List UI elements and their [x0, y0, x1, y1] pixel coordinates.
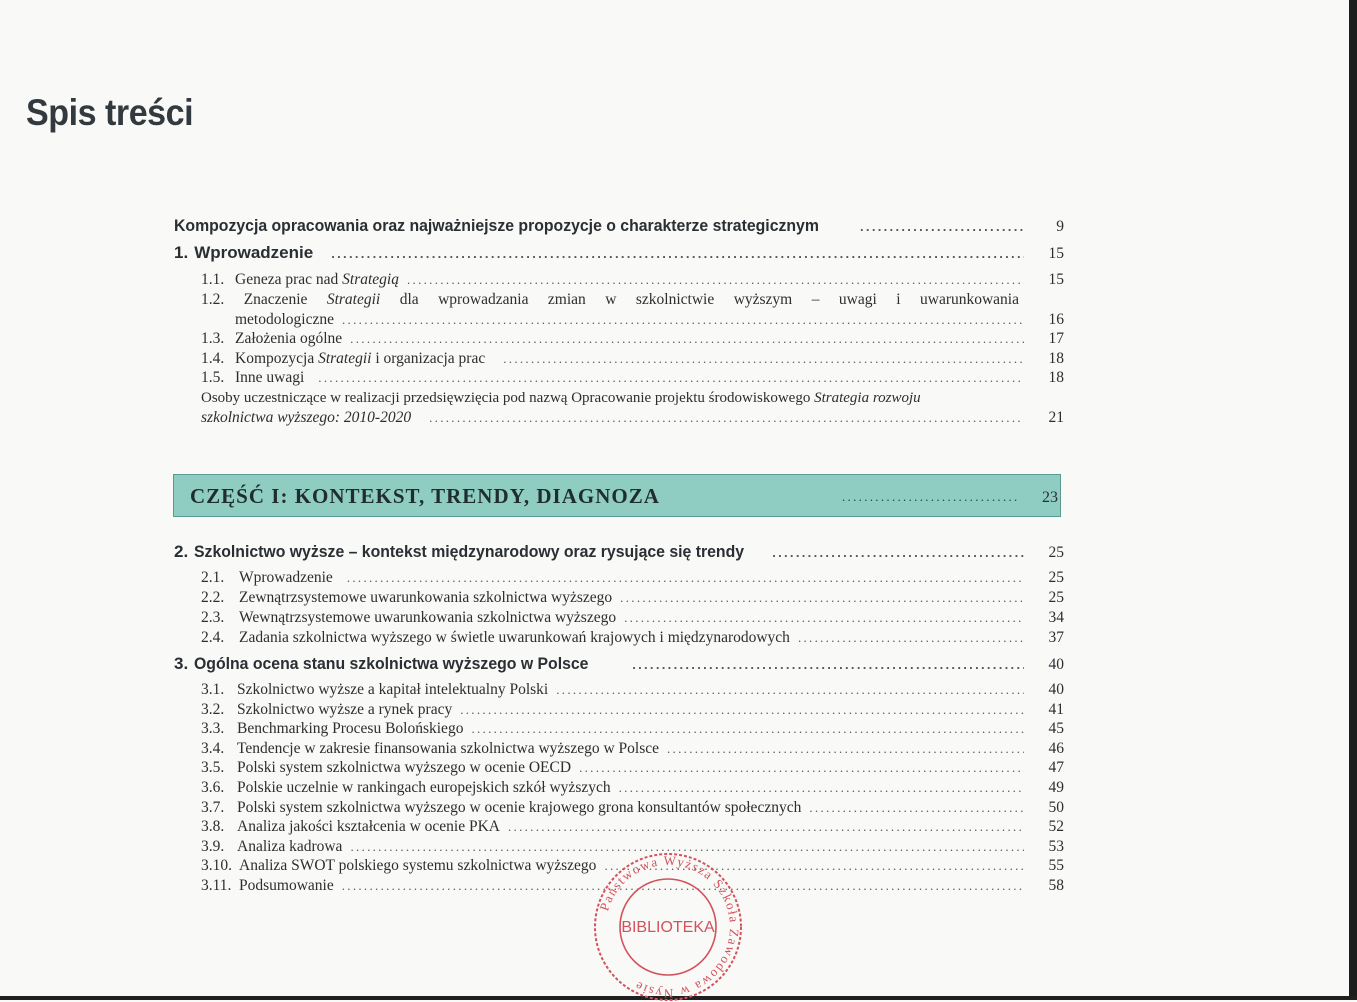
word: szkolnictwie	[635, 291, 715, 308]
section-number: 3.7.	[201, 798, 225, 816]
section-number: 1.1.	[201, 271, 225, 288]
dot-leader	[471, 719, 1024, 738]
chapter-number: 3.	[174, 654, 189, 673]
stamp-center-text: BIBLIOTEKA	[621, 919, 715, 936]
section-number: 3.1.	[201, 681, 225, 698]
dot-leader	[407, 270, 1024, 289]
section-title	[235, 270, 399, 289]
section-number: 1.3.	[201, 330, 225, 347]
dot-leader	[667, 739, 1024, 758]
dot-leader	[772, 543, 1024, 562]
toc-participants-line2[interactable]	[201, 408, 1064, 427]
page-number: 49	[1048, 779, 1064, 796]
toc-section-1-5[interactable]	[201, 368, 1064, 387]
toc-chapter-1[interactable]	[174, 243, 1064, 263]
section-number: 2.1.	[201, 569, 225, 586]
page-number: 25	[1048, 569, 1064, 586]
section-title: Szkolnictwo wyższe a kapitał intelektualny Polski	[237, 681, 549, 698]
toc-section-2-1[interactable]	[201, 568, 1064, 587]
dot-leader	[809, 798, 1024, 817]
page-number: 34	[1048, 609, 1064, 626]
section-number: 3.8.	[201, 818, 225, 836]
dot-leader	[342, 310, 1024, 329]
toc-section-2-3[interactable]	[201, 608, 1064, 627]
section-title: Szkolnictwo wyższe a rynek pracy	[237, 700, 453, 718]
page-number: 53	[1048, 837, 1064, 855]
toc-section-2-4[interactable]	[201, 628, 1064, 647]
toc-chapter-2[interactable]	[174, 542, 1064, 562]
section-title-line2: metodologiczne	[235, 311, 334, 328]
section-title: Polski system szkolnictwa wyższego w ocenie krajowego grona konsultantów społecznych	[237, 798, 802, 816]
word: w	[605, 291, 617, 308]
chapter-title: Ogólna ocena stanu szkolnictwa wyższego w Polsce	[194, 654, 589, 673]
library-stamp	[590, 852, 746, 1002]
page-number: 23	[1042, 489, 1058, 506]
toc-entry-label: Kompozycja opracowania oraz najważniejsze propozycje o charakterze strategicznym	[174, 216, 819, 235]
page-number: 55	[1048, 857, 1064, 875]
toc-section-3-6[interactable]	[201, 778, 1064, 797]
page-number: 9	[1056, 218, 1064, 235]
section-number: 3.10.	[201, 857, 232, 875]
section-title: Analiza jakości kształcenia w ocenie PKA	[237, 818, 500, 836]
dot-leader	[460, 700, 1024, 719]
word: Znaczenie	[243, 291, 308, 308]
toc-section-1-2-cont[interactable]	[235, 310, 1064, 329]
page-number: 41	[1048, 700, 1064, 718]
page-number: 18	[1048, 350, 1064, 367]
section-title: Analiza kadrowa	[237, 837, 343, 855]
section-number: 3.2.	[201, 700, 225, 718]
section-title: Zewnątrzsystemowe uwarunkowania szkolnictwa wyższego	[239, 589, 613, 606]
section-title: Podsumowanie	[239, 877, 334, 894]
page-number: 15	[1048, 271, 1064, 288]
section-title: Wprowadzenie	[239, 569, 333, 586]
section-title: Tendencje w zakresie finansowania szkolnictwa wyższego w Polsce	[237, 739, 659, 757]
page-number: 50	[1048, 798, 1064, 816]
section-title: Polski system szkolnictwa wyższego w ocenie OECD	[237, 759, 572, 777]
section-title: Polskie uczelnie w rankingach europejskich szkół wyższych	[237, 779, 611, 796]
toc-section-1-1[interactable]	[201, 270, 1064, 289]
section-title-line1	[201, 290, 1019, 309]
chapter-number: 1.	[174, 243, 189, 262]
page-number: 21	[1048, 409, 1064, 426]
dot-leader	[619, 778, 1024, 797]
dot-leader	[429, 408, 1024, 427]
page-number: 17	[1048, 330, 1064, 347]
dot-leader	[508, 817, 1024, 836]
section-number: 3.3.	[201, 720, 225, 738]
toc-section-3-2[interactable]	[201, 700, 1064, 719]
page-edge-right	[1349, 0, 1357, 1000]
page-number: 58	[1048, 877, 1064, 894]
section-number: 3.4.	[201, 739, 225, 757]
dot-leader	[624, 608, 1024, 627]
dot-leader	[347, 568, 1024, 587]
toc-section-1-2[interactable]	[201, 290, 1019, 309]
section-title	[235, 349, 485, 368]
section-title-text: Geneza prac nad	[235, 271, 343, 288]
section-number: 1.5.	[201, 369, 225, 386]
section-number: 3.11.	[201, 877, 232, 894]
dot-leader	[798, 628, 1024, 647]
page-number: 52	[1048, 818, 1064, 836]
page-number: 47	[1048, 759, 1064, 777]
word: dla	[399, 291, 419, 308]
section-title: Wewnątrzsystemowe uwarunkowania szkolnictwa wyższego	[239, 609, 617, 626]
word: uwagi	[838, 291, 877, 308]
page-title: Spis treści	[26, 92, 194, 133]
section-number: 1.4.	[201, 350, 225, 367]
word: –	[811, 291, 820, 308]
part-heading-band[interactable]	[173, 474, 1061, 517]
section-title-italic: Strategią	[342, 271, 399, 288]
section-number: 3.9.	[201, 837, 225, 855]
dot-leader	[620, 588, 1024, 607]
section-number: 2.2.	[201, 589, 225, 606]
toc-section-3-7[interactable]	[201, 798, 1064, 817]
page-number: 40	[1048, 656, 1064, 673]
section-number: 3.5.	[201, 759, 225, 777]
section-title-text: i organizacja prac	[371, 350, 486, 367]
participants-text: Osoby uczestniczące w realizacji przedsięwzięcia pod nazwą Opracowanie projektu środowiskowego	[201, 390, 815, 406]
dot-leader	[632, 655, 1024, 674]
word: wprowadzania	[438, 291, 529, 308]
page-number: 40	[1048, 681, 1064, 698]
toc-section-3-1[interactable]	[201, 680, 1064, 699]
toc-section-1-4[interactable]	[201, 349, 1064, 368]
section-title-text: Kompozycja	[235, 350, 319, 367]
section-title: Inne uwagi	[235, 369, 305, 386]
toc-participants-line1[interactable]	[201, 389, 1021, 408]
toc-section-3-4[interactable]	[201, 739, 1064, 758]
page-number: 18	[1048, 369, 1064, 386]
dot-leader	[350, 329, 1024, 348]
page-number: 25	[1048, 589, 1064, 606]
toc-section-3-3[interactable]	[201, 719, 1064, 738]
page-number: 45	[1048, 720, 1064, 738]
section-title: Benchmarking Procesu Bolońskiego	[237, 720, 464, 738]
page-number: 15	[1048, 245, 1064, 262]
toc-section-2-2[interactable]	[201, 588, 1064, 607]
word: zmian	[547, 291, 586, 308]
chapter-title: Wprowadzenie	[194, 243, 314, 262]
page-number: 25	[1048, 544, 1064, 561]
section-title-italic: Strategii	[318, 350, 372, 367]
section-number: 1.2.	[201, 291, 225, 308]
section-title: Analiza SWOT polskiego systemu szkolnictwa wyższego	[239, 857, 597, 875]
chapter-number: 2.	[174, 542, 189, 561]
word: wyższym	[733, 291, 793, 308]
word: i	[896, 291, 901, 308]
participants-italic: Strategia rozwoju	[814, 390, 921, 406]
page-number: 37	[1048, 629, 1064, 646]
dot-leader	[860, 217, 1024, 236]
toc-chapter-3[interactable]	[174, 654, 1064, 674]
section-number: 2.4.	[201, 629, 225, 646]
toc-section-3-5[interactable]	[201, 758, 1064, 777]
page-number: 46	[1048, 739, 1064, 757]
dot-leader	[579, 758, 1024, 777]
toc-section-3-8[interactable]	[201, 817, 1064, 836]
participants-italic: szkolnictwa wyższego: 2010-2020	[201, 409, 412, 426]
chapter-title: Szkolnictwo wyższe – kontekst międzynarodowy oraz rysujące się trendy	[194, 542, 745, 561]
word: uwarunkowania	[920, 291, 1019, 308]
dot-leader	[331, 244, 1024, 263]
section-number: 2.3.	[201, 609, 225, 626]
dot-leader	[503, 349, 1024, 368]
toc-section-1-3[interactable]	[201, 329, 1064, 348]
dot-leader	[556, 680, 1024, 699]
section-title: Założenia ogólne	[235, 330, 343, 347]
dot-leader	[318, 368, 1024, 387]
word: Strategii	[326, 291, 381, 308]
section-number: 3.6.	[201, 779, 225, 796]
part-title: CZĘŚĆ I: KONTEKST, TRENDY, DIAGNOZA	[190, 484, 660, 508]
stamp-ring-textpath: Państwowa Wyższa Szkoła Zawodowa w Nysie	[596, 852, 743, 1002]
dot-leader	[842, 489, 1020, 505]
page-number: 16	[1048, 311, 1064, 328]
section-title: Zadania szkolnictwa wyższego w świetle uwarunkowań krajowych i międzynarodowych	[239, 629, 790, 646]
toc-entry-intro[interactable]	[174, 216, 1064, 236]
